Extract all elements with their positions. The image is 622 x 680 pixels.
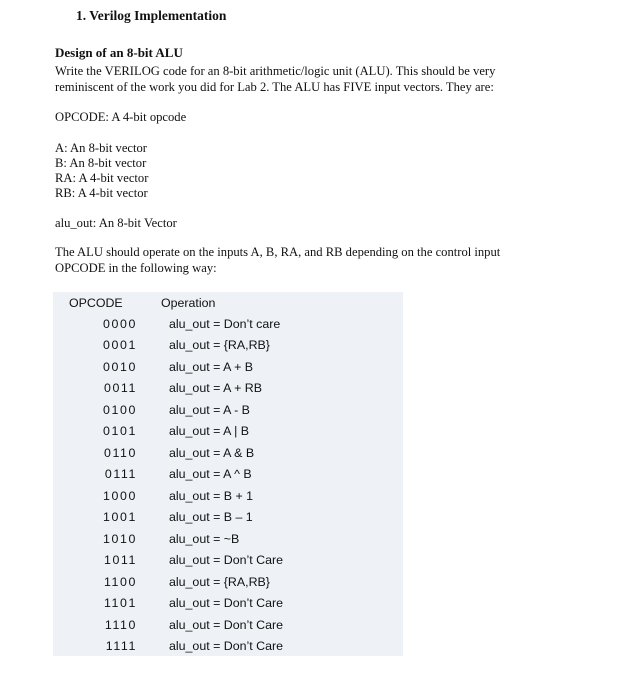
table-row <box>53 356 283 378</box>
alu-out-description: alu_out: An 8-bit Vector <box>55 216 177 230</box>
opcode-cell: 1110 <box>104 617 137 632</box>
operate-text: The ALU should operate on the inputs A, B, RA, and RB depending on the control input <box>55 245 501 259</box>
operation-text: alu_out = {RA,RB} <box>169 338 270 353</box>
opcode-cell: 0110 <box>103 445 137 460</box>
operation-cell <box>161 614 283 636</box>
operation-text: alu_out = A + RB <box>169 381 263 396</box>
operation-text: alu_out = B – 1 <box>169 510 253 525</box>
section-heading: 1. Verilog Implementation <box>76 8 227 23</box>
operate-paragraph <box>55 245 571 276</box>
table-row <box>53 593 283 615</box>
opcode-cell: 1111 <box>105 639 137 654</box>
table-row <box>53 335 283 357</box>
opcode-cell: 1010 <box>103 531 137 546</box>
opcode-description: OPCODE: A 4-bit opcode <box>55 110 187 124</box>
operation-text: alu_out = {RA,RB} <box>169 574 270 589</box>
operation-text: alu_out = Don’t Care <box>169 553 283 568</box>
table-row <box>53 442 283 464</box>
table-row <box>53 378 283 400</box>
operation-text: alu_out = Don’t Care <box>169 596 283 611</box>
opcode-cell: 1000 <box>103 488 137 503</box>
operation-cell <box>161 571 283 593</box>
operation-cell <box>161 313 283 335</box>
opcode-cell: 1101 <box>103 596 137 611</box>
operation-cell <box>161 550 283 572</box>
table-row <box>53 313 283 335</box>
opcode-cell: 0111 <box>104 467 137 482</box>
opcode-cell: 0000 <box>103 316 137 331</box>
operation-cell <box>161 421 283 443</box>
operation-column-header: Operation <box>161 295 216 310</box>
intro-paragraph <box>55 64 571 95</box>
opcode-cell: 1011 <box>103 553 137 568</box>
table-row <box>53 421 283 443</box>
operation-text: alu_out = A & B <box>169 445 255 460</box>
table-row <box>53 550 283 572</box>
opcode-cell: 1001 <box>103 510 137 525</box>
operation-text: alu_out = A ^ B <box>169 467 252 482</box>
input-vector-item: RA: A 4-bit vector <box>55 171 149 185</box>
table-row <box>53 399 283 421</box>
table-row <box>53 528 283 550</box>
table-row <box>53 571 283 593</box>
operation-text: alu_out = Don’t Care <box>169 639 283 654</box>
table-row <box>53 464 283 486</box>
operation-cell <box>161 485 283 507</box>
opcode-cell: 0001 <box>103 338 137 353</box>
opcode-table <box>53 292 283 657</box>
table-row <box>53 636 283 658</box>
operation-cell <box>161 507 283 529</box>
operation-cell <box>161 399 283 421</box>
operation-text: alu_out = B + 1 <box>169 488 254 503</box>
operation-cell <box>161 378 283 400</box>
opcode-cell: 0101 <box>103 424 137 439</box>
operation-cell <box>161 335 283 357</box>
table-row <box>53 507 283 529</box>
intro-text-last: reminiscent of the work you did for Lab 2. The ALU has FIVE input vectors. They are: <box>55 79 494 94</box>
operation-text: alu_out = A - B <box>169 402 250 417</box>
operation-text: alu_out = ~B <box>169 531 240 546</box>
operation-text: alu_out = A | B <box>169 424 250 439</box>
opcode-cell: 0010 <box>103 359 137 374</box>
operate-text-last: OPCODE in the following way: <box>55 260 217 275</box>
opcode-cell: 0011 <box>103 381 137 396</box>
operation-cell <box>161 464 283 486</box>
opcode-cell: 0100 <box>103 402 137 417</box>
operation-cell <box>161 593 283 615</box>
alu-design-subheading: Design of an 8-bit ALU <box>55 45 183 60</box>
table-row <box>53 614 283 636</box>
operation-cell <box>161 356 283 378</box>
input-vector-item: RB: A 4-bit vector <box>55 186 148 200</box>
input-vector-item: B: An 8-bit vector <box>55 156 147 170</box>
operation-text: alu_out = Don’t Care <box>169 617 283 632</box>
opcode-column-header: OPCODE <box>69 295 123 310</box>
input-vector-item: A: An 8-bit vector <box>55 141 147 155</box>
operation-cell <box>161 636 283 658</box>
intro-text: Write the VERILOG code for an 8-bit arithmetic/logic unit (ALU). This should be very <box>55 64 496 78</box>
table-row <box>53 485 283 507</box>
table-header-row <box>53 292 283 313</box>
operation-text: alu_out = Don’t care <box>169 316 281 331</box>
opcode-table-container <box>53 292 403 656</box>
operation-cell <box>161 528 283 550</box>
operation-text: alu_out = A + B <box>169 359 254 374</box>
operation-cell <box>161 442 283 464</box>
opcode-cell: 1100 <box>103 574 137 589</box>
